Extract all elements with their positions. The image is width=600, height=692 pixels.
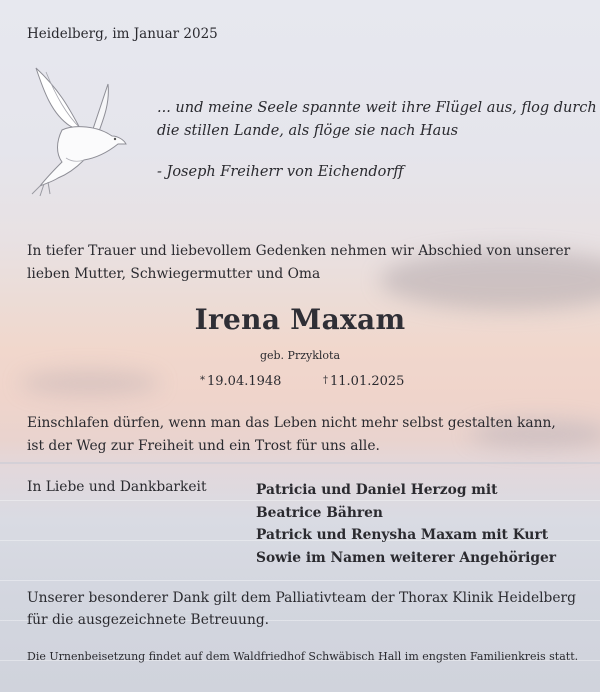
thanks-text: Unserer besonderer Dank gilt dem Palliativteam der Thorax Klinik Heidelberg für die ausgezeichnete Betreuung.	[27, 590, 576, 628]
mourner: Patrick und Renysha Maxam mit Kurt	[256, 527, 549, 543]
death-date	[323, 374, 404, 389]
dove-icon	[22, 62, 132, 202]
star-symbol: *	[200, 375, 205, 386]
death-date-value: 11.01.2025	[330, 374, 405, 389]
horizon	[0, 462, 600, 464]
deceased-name: Irena Maxam	[194, 303, 406, 336]
signoff: In Liebe und Dankbarkeit	[27, 479, 207, 495]
wave	[0, 580, 600, 581]
mourner: Beatrice Bähren	[256, 504, 383, 521]
birth-date-value: 19.04.1948	[207, 374, 282, 389]
mourners-list	[256, 479, 556, 569]
cross-symbol: †	[323, 375, 328, 386]
mourner: Patricia und Daniel Herzog mit	[256, 482, 498, 498]
saying-text: Einschlafen dürfen, wenn man das Leben nicht mehr selbst gestalten kann, ist der Weg zur Freiheit und ein Trost für uns alle.	[27, 415, 556, 454]
quote-line: die stillen Lande, als flöge sie nach Haus	[157, 123, 459, 139]
background-cloud	[20, 370, 160, 396]
quote-line: ... und meine Seele spannte weit ihre Flügel aus, flog durch	[157, 100, 597, 116]
birth-date	[200, 374, 281, 389]
place-date: Heidelberg, im Januar 2025	[27, 26, 218, 42]
birth-name: geb. Przyklota	[259, 349, 341, 362]
quote	[157, 97, 597, 143]
burial-note: Die Urnenbeisetzung findet auf dem Waldfriedhof Schwäbisch Hall im engsten Familienkreis statt.	[27, 650, 579, 663]
intro-text: In tiefer Trauer und liebevollem Gedenken nehmen wir Abschied von unserer lieben Mutter, Schwiegermutter und Oma	[27, 243, 571, 282]
mourner: Sowie im Namen weiterer Angehöriger	[256, 549, 557, 566]
quote-author: - Joseph Freiherr von Eichendorff	[157, 164, 404, 180]
